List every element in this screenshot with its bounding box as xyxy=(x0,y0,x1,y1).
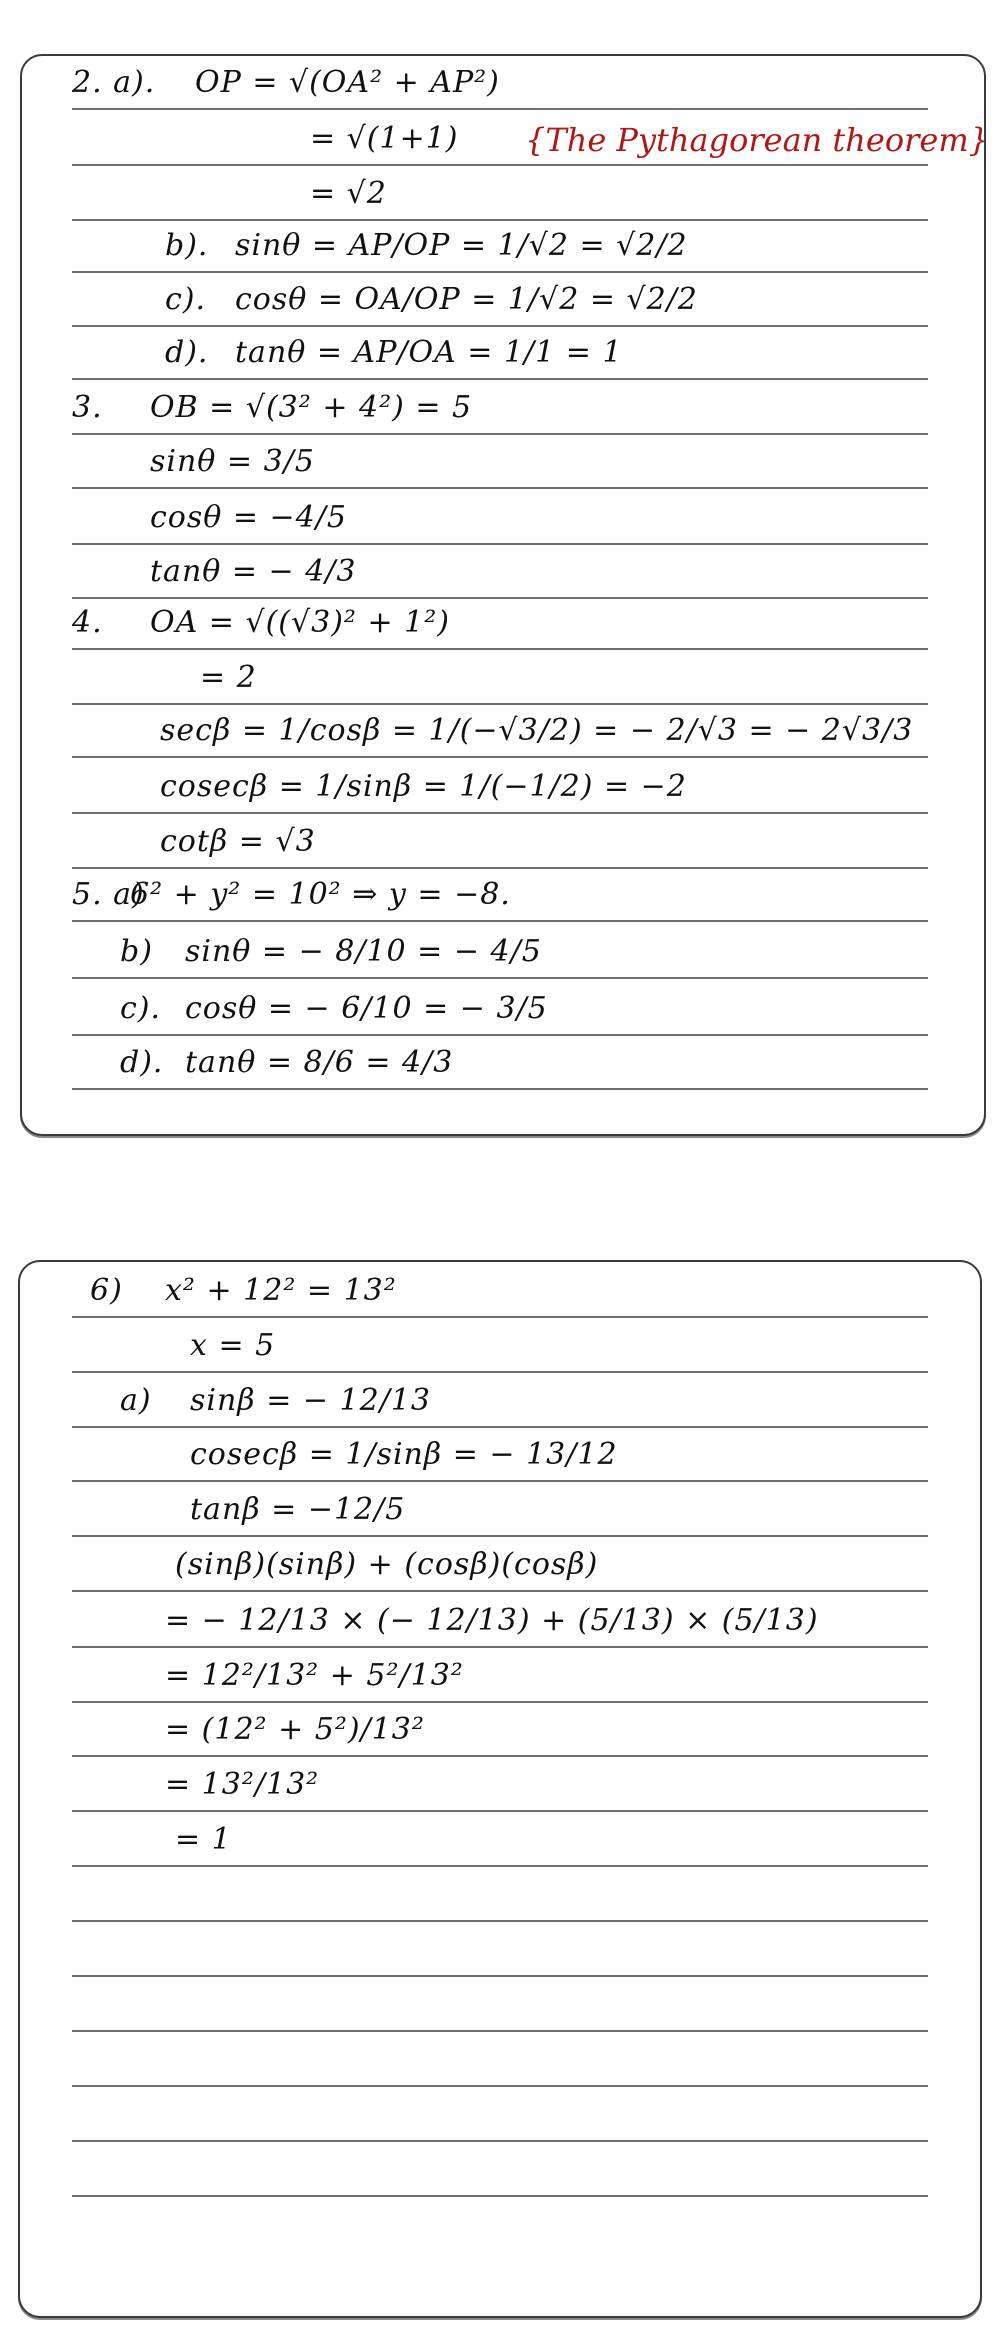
math-expression: cosθ = − 6/10 = − 3/5 xyxy=(185,991,548,1026)
page2-rule-line xyxy=(72,1920,928,1922)
page1-rule-line xyxy=(72,219,928,221)
page1-rule-line xyxy=(72,1088,928,1090)
page2-rule-line xyxy=(72,1975,928,1977)
math-expression: cotβ = √3 xyxy=(160,824,316,859)
notebook-page-2 xyxy=(18,1260,982,2318)
page1-rule-line xyxy=(72,543,928,545)
math-expression: = 13²/13² xyxy=(165,1767,320,1802)
math-expression: = − 12/13 × (− 12/13) + (5/13) × (5/13) xyxy=(165,1603,819,1638)
math-expression: (sinβ)(sinβ) + (cosβ)(cosβ) xyxy=(175,1547,599,1582)
math-expression: OB = √(3² + 4²) = 5 xyxy=(150,390,473,425)
page2-rule-line xyxy=(72,1426,928,1428)
math-expression: = 2 xyxy=(200,660,257,695)
math-expression: OP = √(OA² + AP²) xyxy=(195,65,500,100)
page2-rule-line xyxy=(72,1371,928,1373)
math-expression: cosθ = OA/OP = 1/√2 = √2/2 xyxy=(235,282,698,317)
problem-label: c). xyxy=(165,282,207,317)
math-expression: tanθ = 8/6 = 4/3 xyxy=(185,1045,454,1080)
math-expression: = 1 xyxy=(175,1822,232,1857)
math-expression: 6² + y² = 10² ⇒ y = −8. xyxy=(130,877,511,912)
page1-rule-line xyxy=(72,756,928,758)
problem-label: d). xyxy=(165,335,209,370)
problem-label: 6) xyxy=(90,1273,123,1308)
annotation-note: {The Pythagorean theorem} xyxy=(525,121,990,159)
page2-rule-line xyxy=(72,2140,928,2142)
page1-rule-line xyxy=(72,977,928,979)
problem-label: 2. a). xyxy=(72,65,156,100)
page2-rule-line xyxy=(72,1646,928,1648)
math-expression: sinθ = − 8/10 = − 4/5 xyxy=(185,934,542,969)
math-expression: cosθ = −4/5 xyxy=(150,500,347,535)
page1-rule-line xyxy=(72,867,928,869)
page1-rule-line xyxy=(72,433,928,435)
page2-rule-line xyxy=(72,2030,928,2032)
page1-rule-line xyxy=(72,108,928,110)
problem-label: b) xyxy=(120,934,153,969)
page2-rule-line xyxy=(72,1480,928,1482)
page2-rule-line xyxy=(72,1810,928,1812)
math-expression: tanθ = AP/OA = 1/1 = 1 xyxy=(235,335,623,370)
page2-rule-line xyxy=(72,1316,928,1318)
problem-label: 5. a) xyxy=(72,877,145,912)
problem-label: d). xyxy=(120,1045,164,1080)
math-expression: = √2 xyxy=(310,176,387,211)
page1-rule-line xyxy=(72,271,928,273)
page1-rule-line xyxy=(72,378,928,380)
page1-rule-line xyxy=(72,164,928,166)
page2-rule-line xyxy=(72,1865,928,1867)
page2-rule-line xyxy=(72,2085,928,2087)
problem-label: a) xyxy=(120,1383,152,1418)
page2-rule-line xyxy=(72,2195,928,2197)
page2-rule-line xyxy=(72,1755,928,1757)
math-expression: tanθ = − 4/3 xyxy=(150,554,357,589)
page1-rule-line xyxy=(72,812,928,814)
page1-rule-line xyxy=(72,487,928,489)
math-expression: OA = √((√3)² + 1²) xyxy=(150,605,450,640)
page2-rule-line xyxy=(72,1590,928,1592)
math-expression: sinθ = AP/OP = 1/√2 = √2/2 xyxy=(235,228,688,263)
page1-rule-line xyxy=(72,703,928,705)
math-expression: = 12²/13² + 5²/13² xyxy=(165,1658,464,1693)
problem-label: 3. xyxy=(72,390,103,425)
math-expression: secβ = 1/cosβ = 1/(−√3/2) = − 2/√3 = − 2√3/3 xyxy=(160,713,914,748)
problem-label: b). xyxy=(165,228,209,263)
page1-rule-line xyxy=(72,325,928,327)
notebook-page-1 xyxy=(20,54,986,1136)
page1-rule-line xyxy=(72,597,928,599)
math-expression: tanβ = −12/5 xyxy=(190,1492,406,1527)
math-expression: cosecβ = 1/sinβ = − 13/12 xyxy=(190,1437,618,1472)
page2-rule-line xyxy=(72,1535,928,1537)
page2-rule-line xyxy=(72,1701,928,1703)
math-expression: = √(1+1) xyxy=(310,121,459,156)
math-expression: = (12² + 5²)/13² xyxy=(165,1712,425,1747)
page1-rule-line xyxy=(72,920,928,922)
math-expression: sinβ = − 12/13 xyxy=(190,1383,431,1418)
page1-rule-line xyxy=(72,1034,928,1036)
math-expression: x = 5 xyxy=(190,1328,276,1363)
problem-label: c). xyxy=(120,991,162,1026)
math-expression: cosecβ = 1/sinβ = 1/(−1/2) = −2 xyxy=(160,769,687,804)
page1-rule-line xyxy=(72,648,928,650)
problem-label: 4. xyxy=(72,605,103,640)
math-expression: x² + 12² = 13² xyxy=(165,1273,397,1308)
math-expression: sinθ = 3/5 xyxy=(150,444,315,479)
